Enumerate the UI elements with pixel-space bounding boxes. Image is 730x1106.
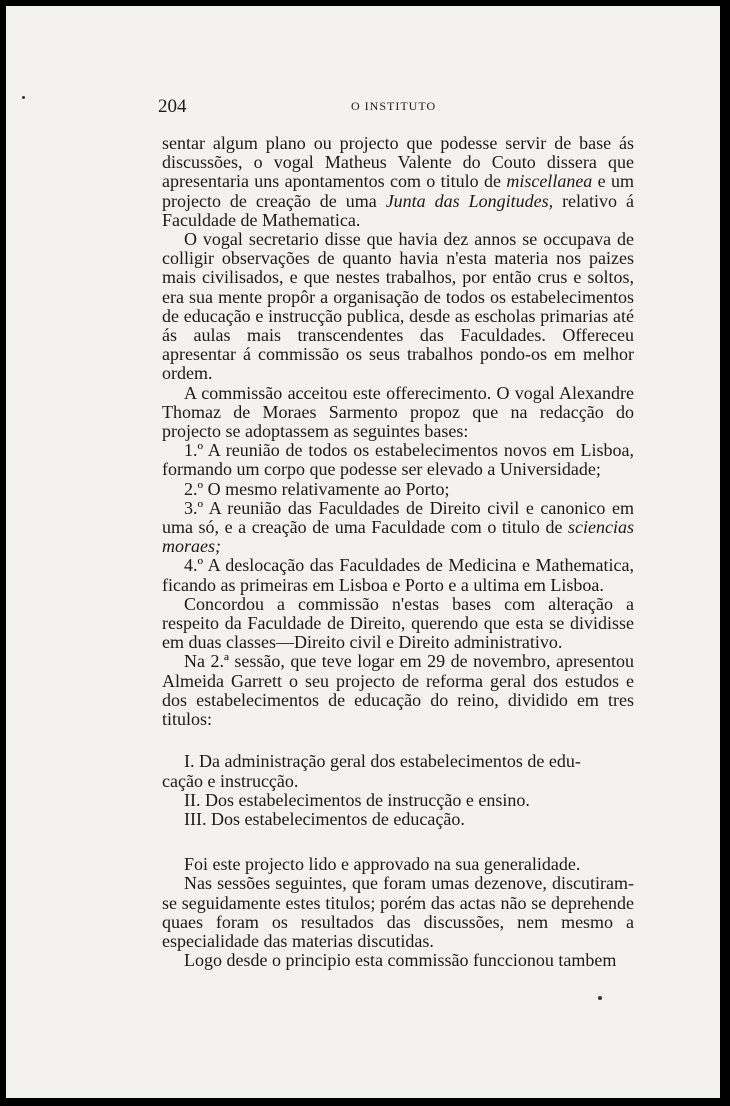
base-3 [162,499,634,557]
page-header [6,94,720,118]
base-4: 4.º A deslocação das Faculdades de Medicina e Mathematica, ficando as primeiras em Lisboa e Porto e a ultima em Lisboa. [162,555,634,595]
paragraph-4: Concordou a commissão n'estas bases com alteração a respeito da Faculdade de Direito, querendo que esta se dividisse em duas classes—Direito civil e Direito administrativo. [162,593,634,653]
paragraph-6: Foi este projecto lido e approvado na sua generalidade. [184,854,581,875]
paragraph-2: O vogal secretario disse que havia dez annos se occupava de colligir observações de quanto havia n'esta materia nos paizes mais civilisados, e que nestes trabalhos, por então crus e soltos, era sua mente propôr a organisação de todos os estabelecimentos de educação e instrucção publica, desde as escholas primarias até ás aulas mais transcendentes das Faculdades. Offereceu apresentar á commissão os seus trabalhos pondo-os em melhor ordem. [162,229,634,384]
base-2: 2.º O mesmo relativamente ao Porto; [184,478,450,499]
paragraph-8: Logo desde o principio esta commissão funccionou tambem [184,950,617,971]
italic-junta-das-longitudes: Junta das Longitudes, [385,190,554,211]
book-page [6,6,720,1098]
italic-sciencias-moraes: sciencias moraes; [162,517,634,557]
title-item-3: III. Dos estabelecimentos de educação. [184,808,465,829]
running-title: O INSTITUTO [351,99,437,113]
body-text [162,134,634,970]
paragraph-1-text-c: relativo á Faculdade de Mathematica. [162,190,634,230]
italic-miscellanea: miscellanea [506,171,593,192]
base-1: 1.º A reunião de todos os estabelecimentos novos em Lisboa, formando um corpo que podesse ser elevado a Universidade; [162,440,634,480]
title-item-2: II. Dos estabelecimentos de instrucção e ensino. [184,789,530,810]
base-3-text: 3.º A reunião das Faculdades de Direito civil e canonico em uma só, e a creação de uma Faculdade com o titulo de [162,497,634,538]
title-item-1-continuation: cação e instrucção. [162,770,299,791]
paragraph-7: Nas sessões seguintes, que foram umas dezenove, discutiram-se seguidamente estes titulos; porém das actas não se deprehende quaes foram os resultados das discussões, nem mesmo a especialidade das materias discutidas. [162,873,634,951]
paragraph-1-text-b: e um projecto de creação de uma [162,171,634,211]
paper-speck [598,996,602,1000]
paragraph-5: Na 2.ª sessão, que teve logar em 29 de novembro, apresentou Almeida Garrett o seu projecto de reforma geral dos estudos e dos estabelecimentos de educação do reino, dividido em tres titulos: [162,651,634,730]
paragraph-1-text-a: sentar algum plano ou projecto que podesse servir de base ás discussões, o vogal Matheus Valente do Couto dissera que apresentaria uns apontamentos com o titulo de [162,133,634,192]
titles-list [162,752,634,829]
title-item-1: I. Da administração geral dos estabelecimentos de edu- [184,751,581,772]
paper-speck [22,96,25,99]
paragraph-1 [162,134,634,230]
page-number: 204 [158,96,187,117]
paragraph-3: A commissão acceitou este offerecimento. O vogal Alexandre Thomaz de Moraes Sarmento propoz que na redacção do projecto se adoptassem as seguintes bases: [162,382,634,442]
